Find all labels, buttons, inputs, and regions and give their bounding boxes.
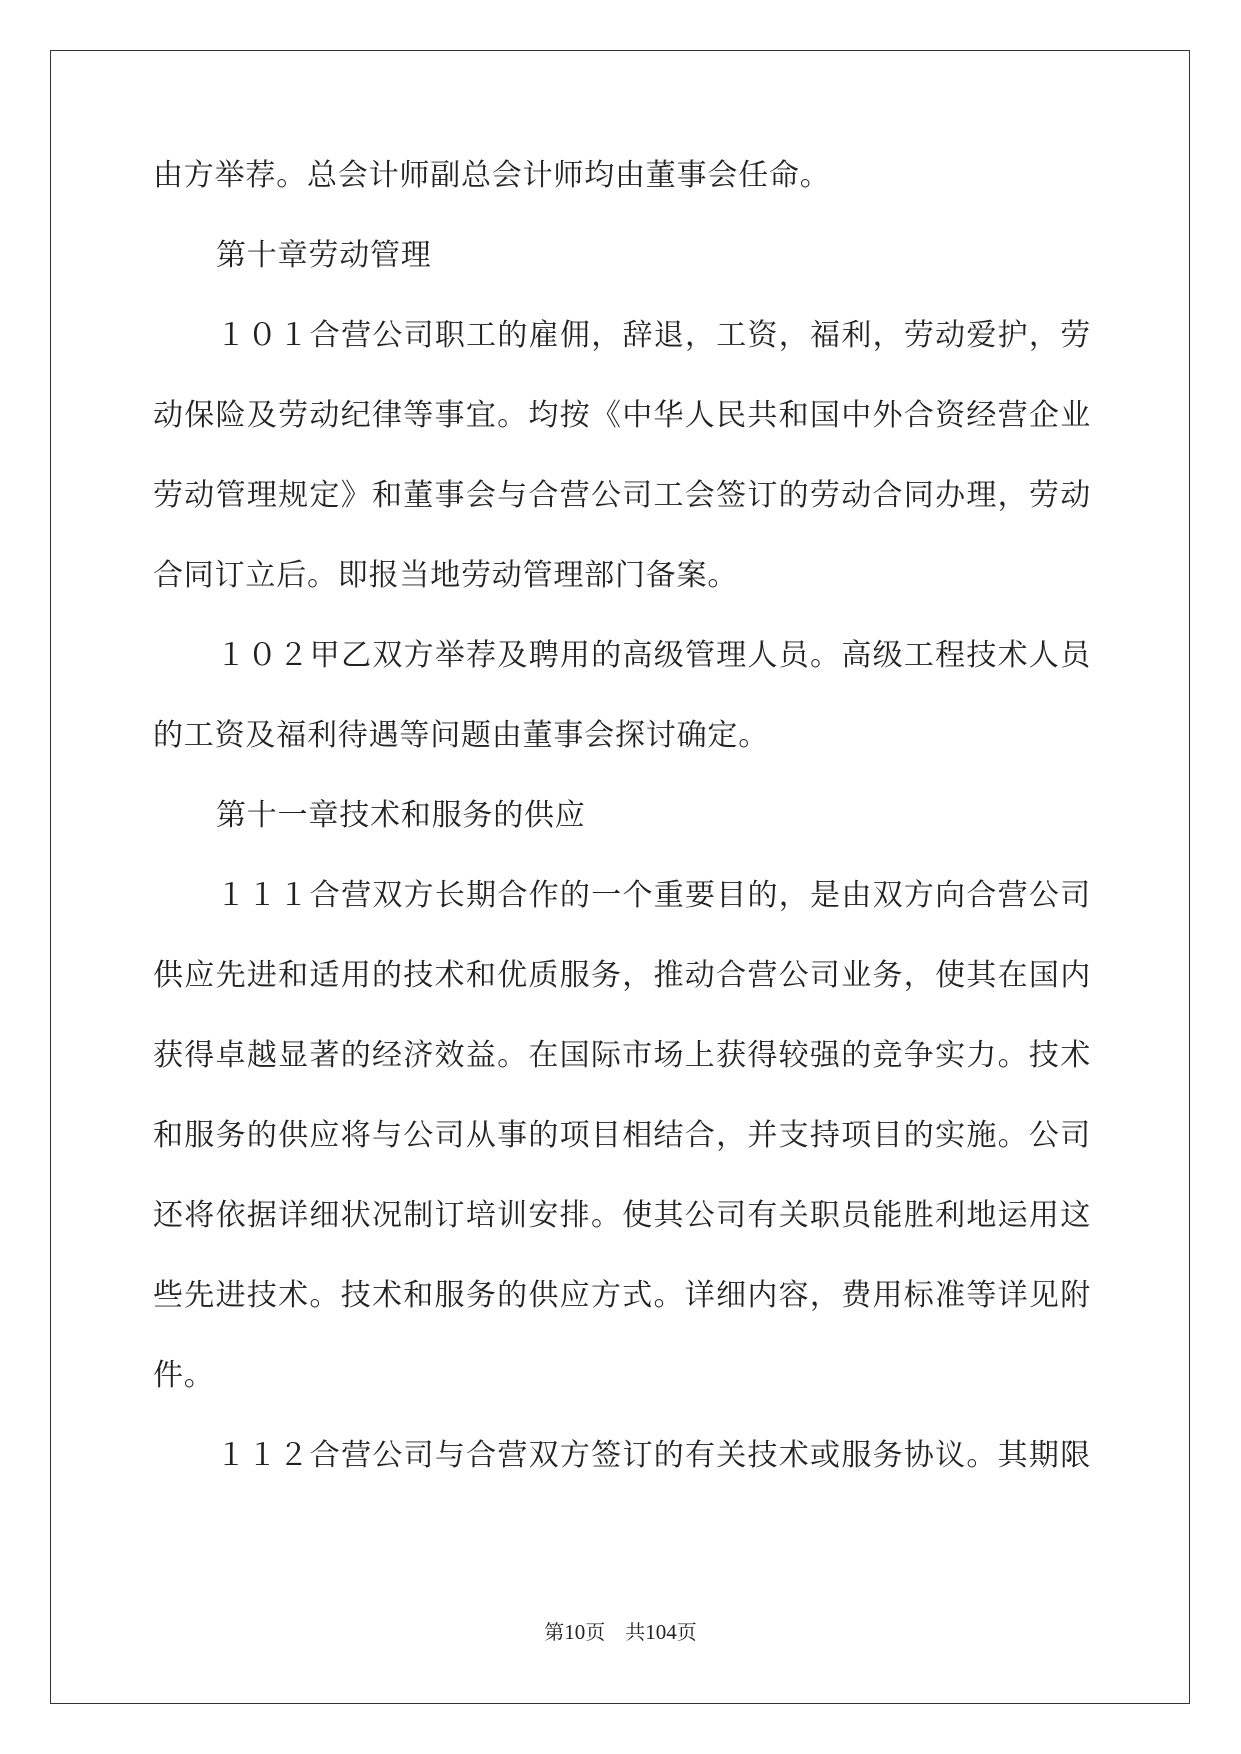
document-body [153, 160, 1091, 1520]
paragraph-line: １０２甲乙双方举荐及聘用的高级管理人员。高级工程技术人员 [216, 638, 1091, 673]
total-pages: 104 [645, 1620, 677, 1644]
paragraph-line: 的工资及福利待遇等问题由董事会探讨确定。 [153, 718, 769, 753]
paragraph-line: 由方举荐。总会计师副总会计师均由董事会任命。 [153, 158, 831, 193]
chapter-heading: 第十章劳动管理 [216, 238, 432, 273]
paragraph-line: 和服务的供应将与公司从事的项目相结合，并支持项目的实施。公司 [153, 1118, 1091, 1153]
paragraph-line: １１１合营双方长期合作的一个重要目的，是由双方向合营公司 [216, 878, 1091, 913]
paragraph-line: 供应先进和适用的技术和优质服务，推动合营公司业务，使其在国内 [153, 958, 1091, 993]
paragraph-line: １１２合营公司与合营双方签订的有关技术或服务协议。其期限 [216, 1438, 1091, 1473]
paragraph-line: 还将依据详细状况制订培训安排。使其公司有关职员能胜利地运用这 [153, 1198, 1091, 1233]
paragraph-line: 件。 [153, 1358, 215, 1393]
page-footer [0, 1616, 1241, 1645]
paragraph-line: 动保险及劳动纪律等事宜。均按《中华人民共和国中外合资经营企业 [153, 398, 1091, 433]
total-suffix: 页 [676, 1620, 697, 1644]
chapter-heading: 第十一章技术和服务的供应 [216, 798, 586, 833]
paragraph-line: 劳动管理规定》和董事会与合营公司工会签订的劳动合同办理，劳动 [153, 478, 1091, 513]
paragraph-line: 些先进技术。技术和服务的供应方式。详细内容，费用标准等详见附 [153, 1278, 1091, 1313]
page-number: 10 [564, 1620, 586, 1644]
page-prefix: 第 [544, 1620, 565, 1644]
paragraph-line: １０１合营公司职工的雇佣，辞退，工资，福利，劳动爱护，劳 [216, 318, 1091, 353]
total-prefix: 共 [625, 1620, 646, 1644]
page-suffix: 页 [585, 1620, 606, 1644]
paragraph-line: 获得卓越显著的经济效益。在国际市场上获得较强的竞争实力。技术 [153, 1038, 1091, 1073]
paragraph-line: 合同订立后。即报当地劳动管理部门备案。 [153, 558, 739, 593]
